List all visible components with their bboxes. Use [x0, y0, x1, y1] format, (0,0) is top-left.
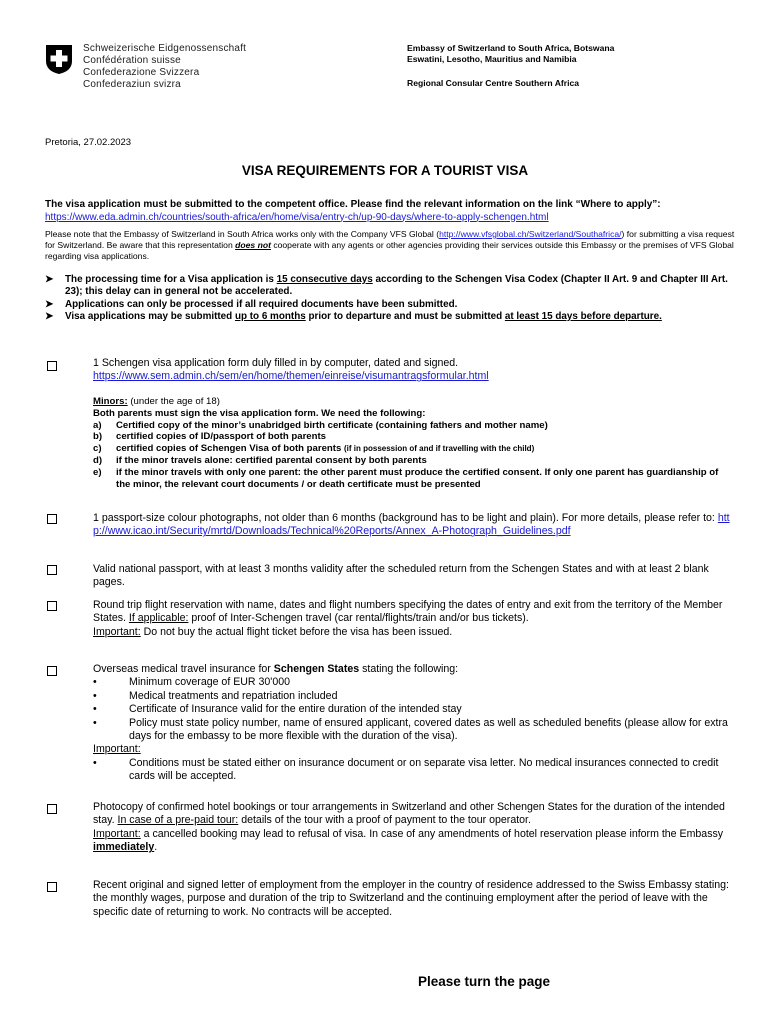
minors-section — [93, 396, 733, 490]
document-date: Pretoria, 27.02.2023 — [45, 137, 132, 148]
key-point-text: Applications can only be processed if all required documents have been submitted. — [65, 298, 458, 310]
insurance-bullet — [93, 676, 733, 689]
photo-guidelines-link[interactable]: http://www.icao.int/Security/mrtd/Downloads/Technical%20Reports/Annex_A-Photograph_Guidelines.pdf — [93, 512, 730, 538]
hotel-important-label: Important: — [93, 827, 141, 840]
checkbox-insurance[interactable] — [47, 666, 57, 676]
consular-centre: Regional Consular Centre Southern Africa — [407, 78, 580, 88]
insurance-bold: Schengen States — [273, 663, 360, 675]
form-text: 1 Schengen visa application form duly filled in by computer, dated and signed. — [93, 357, 459, 369]
note-emphasis: does not — [235, 240, 271, 250]
photo-text: 1 passport-size colour photographs, not older than 6 months (background has to be light and plain). For more details, please refer to: — [93, 512, 718, 524]
insurance-bullet-text: Certificate of Insurance valid for the entire duration of the intended stay — [129, 703, 462, 716]
insurance-bullet — [93, 717, 733, 744]
checkbox-form[interactable] — [47, 361, 57, 371]
item-flight — [93, 599, 733, 639]
arrow-icon: ➤ — [45, 310, 54, 322]
checkbox-passport[interactable] — [47, 565, 57, 575]
minors-list-item — [93, 431, 733, 443]
minors-letter: d) — [93, 454, 103, 466]
arrow-icon: ➤ — [45, 298, 54, 310]
minors-item-text: certified copies of Schengen Visa of both parents — [116, 443, 344, 455]
bullet-icon: • — [93, 676, 97, 689]
minors-letter: c) — [93, 443, 102, 455]
hotel-text: Photocopy of confirmed hotel bookings or tour arrangements in Switzerland and other Schengen States for the duration of the intended stay. — [93, 801, 725, 827]
minors-list — [93, 420, 733, 491]
flight-applicable: If applicable: — [128, 612, 189, 625]
insurance-text-post: stating the following: — [359, 663, 459, 675]
federation-names — [83, 43, 246, 91]
flight-text-post: proof of Inter-Schengen travel (car rental/flights/train and/or bus tickets). — [188, 612, 529, 625]
key-point-processing — [45, 274, 735, 299]
note-part3: cooperate with any agents or other agencies providing their services outside this Embassy or the premises of VFS Global regarding visa applications. — [45, 240, 734, 261]
minors-list-item — [93, 443, 733, 455]
item-photographs — [93, 512, 733, 539]
key-point-text: prior to departure and must be submitted — [305, 310, 505, 322]
minors-list-item — [93, 455, 733, 467]
federation-de: Schweizerische Eidgenossenschaft — [83, 43, 247, 54]
key-point-text: Visa applications may be submitted — [65, 310, 235, 322]
flight-text: Round trip flight reservation with name, dates and flight numbers specifying the dates of entry and exit from the territory of the Member States. — [93, 599, 723, 625]
hotel-prepaid: In case of a pre-paid tour: — [117, 814, 239, 827]
key-point-complete — [45, 299, 735, 311]
embassy-line2: Eswatini, Lesotho, Mauritius and Namibia — [407, 54, 577, 64]
vfs-link[interactable]: http://www.vfsglobal.ch/Switzerland/Southafrica/ — [439, 229, 622, 239]
insurance-bullet-text: Medical treatments and repatriation included — [129, 689, 338, 702]
minors-heading: Both parents must sign the visa application form. We need the following: — [93, 407, 426, 419]
bullet-icon: • — [93, 716, 97, 729]
intro-paragraph — [45, 199, 735, 224]
bullet-icon: • — [93, 689, 97, 702]
minors-label: Minors: — [93, 396, 128, 407]
item-insurance — [93, 663, 733, 784]
checkbox-flight[interactable] — [47, 601, 57, 611]
embassy-block — [407, 43, 614, 89]
item-passport: Valid national passport, with at least 3 months validity after the scheduled return from the Schengen States and with at least 2 blank pages. — [93, 563, 709, 589]
minors-item-small: (if in possession of and if travelling with the child) — [344, 444, 535, 454]
checkbox-employment[interactable] — [47, 882, 57, 892]
insurance-important-bullet — [93, 757, 733, 784]
minors-letter: a) — [93, 419, 102, 431]
turn-page-note: Please turn the page — [418, 974, 551, 989]
form-link[interactable]: https://www.sem.admin.ch/sem/en/home/themen/einreise/visumantragsformular.html — [93, 370, 489, 383]
note-part1: Please note that the Embassy of Switzerland in South Africa works only with the Company VFS Global ( — [45, 229, 440, 239]
minors-letter: e) — [93, 466, 102, 478]
flight-important-text: Do not buy the actual flight ticket before the visa has been issued. — [140, 625, 453, 638]
federation-rm: Confederaziun svizra — [83, 79, 181, 90]
insurance-bullet-text: Minimum coverage of EUR 30'000 — [129, 676, 291, 689]
insurance-important-label: Important: — [93, 743, 141, 756]
key-point-text: The processing time for a Visa application is — [65, 274, 277, 285]
key-point-timing — [45, 311, 735, 323]
minors-item-text: if the minor travels alone: certified parental consent by both parents — [116, 454, 427, 466]
key-point-underline: at least 15 days before departure. — [504, 310, 662, 322]
minors-item-text: if the minor travels with only one parent: the other parent must produce the certified consent. If only one parent has guardianship of the minor, the relevant court documents / or death certificate must be presented — [116, 466, 719, 490]
federation-it: Confederazione Svizzera — [83, 67, 200, 78]
insurance-text: Overseas medical travel insurance for — [93, 663, 274, 675]
flight-important-label: Important: — [93, 625, 141, 638]
intro-text: The visa application must be submitted to the competent office. Please find the relevant information on the link “Where to apply”: — [45, 199, 661, 210]
minors-item-text: certified copies of ID/passport of both parents — [116, 431, 327, 443]
minors-list-item — [93, 420, 733, 432]
minors-age: (under the age of 18) — [127, 396, 220, 407]
document-title: VISA REQUIREMENTS FOR A TOURIST VISA — [241, 163, 529, 178]
key-point-underline: up to 6 months — [234, 310, 306, 322]
bullet-icon: • — [93, 756, 97, 769]
key-points — [45, 274, 735, 323]
minors-item-text: Certified copy of the minor’s unabridged birth certificate (containing fathers and mother name) — [116, 419, 548, 431]
minors-letter: b) — [93, 431, 103, 443]
where-to-apply-link[interactable]: https://www.eda.admin.ch/countries/south-africa/en/home/visa/entry-ch/up-90-days/where-to-apply-schengen.html — [45, 211, 549, 223]
federation-fr: Confédération suisse — [83, 55, 181, 66]
minors-list-item — [93, 467, 733, 491]
insurance-bullets — [93, 676, 733, 743]
hotel-period: . — [154, 841, 158, 854]
hotel-text-post: details of the tour with a proof of payment to the tour operator. — [238, 814, 531, 827]
checkbox-photos[interactable] — [47, 514, 57, 524]
checkbox-hotel[interactable] — [47, 804, 57, 814]
insurance-bullet-text: Policy must state policy number, name of ensured applicant, covered dates as well as scheduled benefits (please allow for extra days for the embassy to be more flexible with the duration of the visa). — [129, 716, 728, 743]
item-hotel — [93, 801, 733, 855]
note-part2: ) for submitting a visa request for Switzerland. Be aware that this representation — [45, 229, 735, 250]
key-point-underline: 15 consecutive days — [276, 274, 373, 285]
hotel-important-text: a cancelled booking may lead to refusal of visa. In case of any amendments of hotel reservation please inform the Embassy — [140, 827, 724, 840]
bullet-icon: • — [93, 703, 97, 716]
insurance-important-text: Conditions must be stated either on insurance document or on separate visa letter. No medical insurances connected to credit cards will be accepted. — [129, 756, 719, 783]
item-employment: Recent original and signed letter of employment from the employer in the country of residence addressed to the Swiss Embassy stating: the monthly wages, purpose and duration of the trip to Switzerland and the continuing employment after the period of leave with the specific date of returning to work. No contracts will be accepted. — [93, 879, 729, 918]
insurance-bullet — [93, 703, 733, 716]
insurance-bullet — [93, 690, 733, 703]
item-application-form — [93, 357, 733, 384]
key-point-text: according to the Schengen Visa Codex (Chapter II Art. 9 and Chapter III Art. 23); this delay can in general not be accelerated. — [65, 274, 728, 298]
arrow-icon: ➤ — [45, 274, 54, 285]
embassy-line1: Embassy of Switzerland to South Africa, Botswana — [407, 43, 615, 53]
hotel-immediately: immediately — [93, 841, 155, 854]
swiss-cross-logo — [44, 43, 74, 75]
vfs-note — [45, 229, 740, 262]
